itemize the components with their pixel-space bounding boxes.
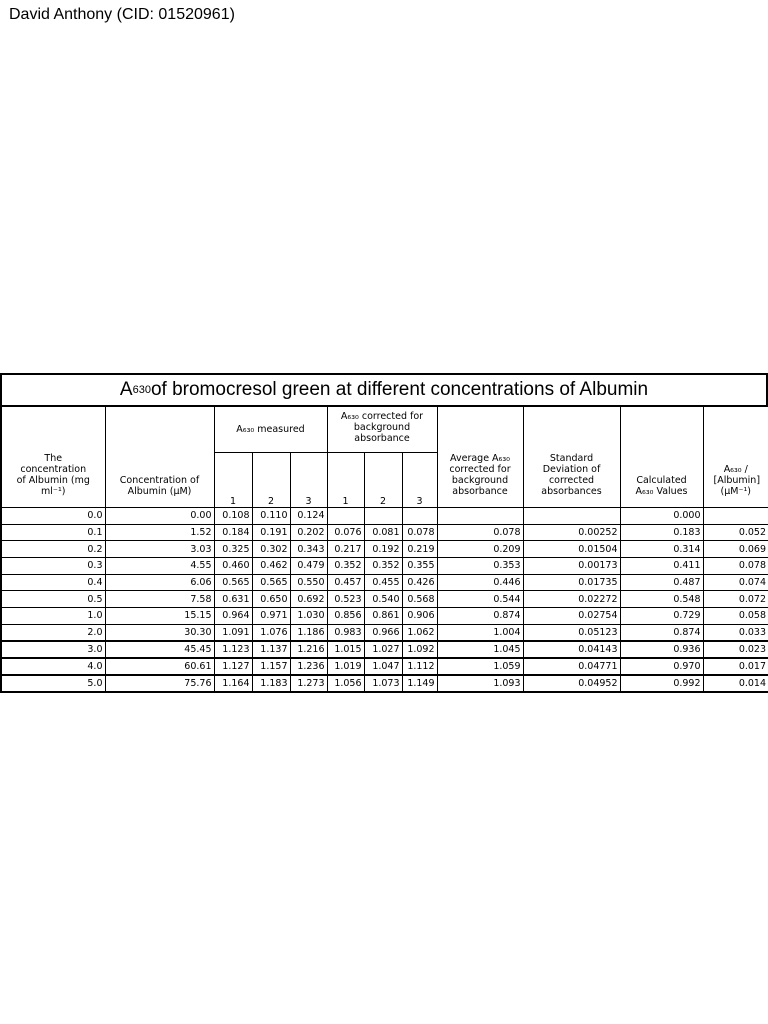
corrected-1-cell: 0.856 (327, 608, 364, 625)
stdev-cell: 0.00252 (523, 524, 620, 541)
calculated-cell: 0.874 (620, 624, 703, 641)
title-rest: of bromocresol green at different concentrations of Albumin (150, 379, 649, 400)
conc-um-cell: 75.76 (105, 675, 214, 692)
header-corrected-group: A₆₃₀ corrected for background absorbance (327, 407, 437, 453)
conc-um-cell: 1.52 (105, 524, 214, 541)
table-row (1, 574, 768, 591)
corrected-2-cell: 0.861 (364, 608, 402, 625)
measured-1-cell: 1.091 (214, 624, 252, 641)
header-stdev: Standard Deviation of corrected absorbances (523, 407, 620, 508)
title-prefix: A (119, 379, 133, 400)
calculated-cell: 0.936 (620, 641, 703, 658)
table-row (1, 508, 768, 525)
corrected-3-cell: 0.906 (402, 608, 437, 625)
corrected-3-cell: 1.062 (402, 624, 437, 641)
table-row (1, 658, 768, 675)
conc-um-cell: 3.03 (105, 541, 214, 558)
stdev-cell: 0.05123 (523, 624, 620, 641)
measured-1-cell: 1.123 (214, 641, 252, 658)
stdev-cell: 0.02754 (523, 608, 620, 625)
average-cell: 0.078 (437, 524, 523, 541)
header-average: Average A₆₃₀ corrected for background absorbance (437, 407, 523, 508)
measured-3-cell: 1.186 (290, 624, 327, 641)
measured-3-cell: 0.343 (290, 541, 327, 558)
corrected-1-cell (327, 508, 364, 525)
corrected-1-cell: 0.076 (327, 524, 364, 541)
table-body (1, 508, 768, 693)
ratio-cell (703, 508, 768, 525)
corrected-3-cell: 0.426 (402, 574, 437, 591)
measured-2-cell: 1.137 (252, 641, 290, 658)
ratio-cell: 0.078 (703, 558, 768, 575)
ratio-cell: 0.074 (703, 574, 768, 591)
average-cell: 1.059 (437, 658, 523, 675)
calculated-cell: 0.729 (620, 608, 703, 625)
average-cell: 0.544 (437, 591, 523, 608)
corrected-3-cell: 1.112 (402, 658, 437, 675)
ratio-cell: 0.023 (703, 641, 768, 658)
measured-2-cell: 1.157 (252, 658, 290, 675)
conc-um-cell: 4.55 (105, 558, 214, 575)
header-measured-rep-1: 1 (214, 453, 252, 508)
measured-1-cell: 0.565 (214, 574, 252, 591)
conc-mg-cell: 0.0 (1, 508, 105, 525)
corrected-1-cell: 0.523 (327, 591, 364, 608)
conc-mg-cell: 0.1 (1, 524, 105, 541)
measured-1-cell: 0.631 (214, 591, 252, 608)
corrected-1-cell: 0.217 (327, 541, 364, 558)
conc-mg-cell: 0.3 (1, 558, 105, 575)
corrected-2-cell: 1.047 (364, 658, 402, 675)
calculated-cell: 0.000 (620, 508, 703, 525)
conc-mg-cell: 2.0 (1, 624, 105, 641)
measured-3-cell: 0.202 (290, 524, 327, 541)
table-row (1, 591, 768, 608)
calculated-cell: 0.487 (620, 574, 703, 591)
measured-1-cell: 1.164 (214, 675, 252, 692)
author-line: David Anthony (CID: 01520961) (9, 6, 235, 23)
title-subscript: 630 (132, 384, 151, 396)
data-table (0, 406, 768, 693)
header-corrected-rep-1: 1 (327, 453, 364, 508)
table-row (1, 541, 768, 558)
conc-mg-cell: 5.0 (1, 675, 105, 692)
header-corrected-rep-3: 3 (402, 453, 437, 508)
stdev-cell: 0.02272 (523, 591, 620, 608)
measured-1-cell: 0.108 (214, 508, 252, 525)
calculated-cell: 0.970 (620, 658, 703, 675)
ratio-cell: 0.014 (703, 675, 768, 692)
corrected-1-cell: 1.056 (327, 675, 364, 692)
average-cell: 1.093 (437, 675, 523, 692)
measured-3-cell: 0.124 (290, 508, 327, 525)
conc-mg-cell: 0.5 (1, 591, 105, 608)
corrected-2-cell: 1.027 (364, 641, 402, 658)
measured-1-cell: 1.127 (214, 658, 252, 675)
measured-2-cell: 0.302 (252, 541, 290, 558)
table-row (1, 524, 768, 541)
measured-2-cell: 0.971 (252, 608, 290, 625)
corrected-3-cell: 0.078 (402, 524, 437, 541)
measured-1-cell: 0.325 (214, 541, 252, 558)
ratio-cell: 0.017 (703, 658, 768, 675)
table-row (1, 608, 768, 625)
average-cell: 0.353 (437, 558, 523, 575)
stdev-cell: 0.04952 (523, 675, 620, 692)
measured-2-cell: 0.565 (252, 574, 290, 591)
stdev-cell (523, 508, 620, 525)
conc-um-cell: 60.61 (105, 658, 214, 675)
measured-1-cell: 0.184 (214, 524, 252, 541)
corrected-2-cell: 0.540 (364, 591, 402, 608)
measured-2-cell: 1.183 (252, 675, 290, 692)
average-cell: 0.209 (437, 541, 523, 558)
table-row (1, 624, 768, 641)
corrected-3-cell (402, 508, 437, 525)
corrected-1-cell: 1.019 (327, 658, 364, 675)
measured-2-cell: 0.191 (252, 524, 290, 541)
stdev-cell: 0.01504 (523, 541, 620, 558)
corrected-2-cell: 0.966 (364, 624, 402, 641)
average-cell: 1.045 (437, 641, 523, 658)
conc-um-cell: 15.15 (105, 608, 214, 625)
measured-3-cell: 1.236 (290, 658, 327, 675)
corrected-2-cell: 0.352 (364, 558, 402, 575)
conc-mg-cell: 3.0 (1, 641, 105, 658)
table-row (1, 641, 768, 658)
ratio-cell: 0.058 (703, 608, 768, 625)
stdev-cell: 0.01735 (523, 574, 620, 591)
ratio-cell: 0.069 (703, 541, 768, 558)
average-cell: 0.446 (437, 574, 523, 591)
header-conc-um: Concentration of Albumin (µM) (105, 407, 214, 508)
calculated-cell: 0.411 (620, 558, 703, 575)
corrected-3-cell: 1.149 (402, 675, 437, 692)
measured-3-cell: 0.692 (290, 591, 327, 608)
calculated-cell: 0.183 (620, 524, 703, 541)
average-cell: 0.874 (437, 608, 523, 625)
table-row (1, 675, 768, 692)
corrected-2-cell: 0.192 (364, 541, 402, 558)
results-table-sheet (0, 373, 768, 693)
table-title (0, 373, 768, 407)
calculated-cell: 0.992 (620, 675, 703, 692)
table-row (1, 558, 768, 575)
average-cell (437, 508, 523, 525)
conc-mg-cell: 0.4 (1, 574, 105, 591)
header-measured-rep-2: 2 (252, 453, 290, 508)
measured-2-cell: 1.076 (252, 624, 290, 641)
measured-3-cell: 1.216 (290, 641, 327, 658)
measured-2-cell: 0.110 (252, 508, 290, 525)
corrected-2-cell: 1.073 (364, 675, 402, 692)
stdev-cell: 0.04143 (523, 641, 620, 658)
measured-1-cell: 0.460 (214, 558, 252, 575)
measured-1-cell: 0.964 (214, 608, 252, 625)
conc-mg-cell: 4.0 (1, 658, 105, 675)
header-ratio: A₆₃₀ / [Albumin] (µM⁻¹) (703, 407, 768, 508)
conc-um-cell: 6.06 (105, 574, 214, 591)
conc-mg-cell: 1.0 (1, 608, 105, 625)
conc-um-cell: 30.30 (105, 624, 214, 641)
measured-3-cell: 1.030 (290, 608, 327, 625)
header-calculated: Calculated A₆₃₀ Values (620, 407, 703, 508)
average-cell: 1.004 (437, 624, 523, 641)
corrected-2-cell: 0.081 (364, 524, 402, 541)
corrected-3-cell: 1.092 (402, 641, 437, 658)
calculated-cell: 0.314 (620, 541, 703, 558)
stdev-cell: 0.00173 (523, 558, 620, 575)
header-measured-rep-3: 3 (290, 453, 327, 508)
ratio-cell: 0.072 (703, 591, 768, 608)
conc-um-cell: 0.00 (105, 508, 214, 525)
header-conc-mg: The concentration of Albumin (mg ml⁻¹) (1, 407, 105, 508)
corrected-1-cell: 0.352 (327, 558, 364, 575)
measured-3-cell: 0.479 (290, 558, 327, 575)
corrected-2-cell: 0.455 (364, 574, 402, 591)
table-header (1, 407, 768, 508)
corrected-3-cell: 0.568 (402, 591, 437, 608)
conc-mg-cell: 0.2 (1, 541, 105, 558)
header-measured-group: A₆₃₀ measured (214, 407, 327, 453)
stdev-cell: 0.04771 (523, 658, 620, 675)
calculated-cell: 0.548 (620, 591, 703, 608)
conc-um-cell: 45.45 (105, 641, 214, 658)
header-corrected-rep-2: 2 (364, 453, 402, 508)
measured-3-cell: 1.273 (290, 675, 327, 692)
corrected-3-cell: 0.219 (402, 541, 437, 558)
corrected-2-cell (364, 508, 402, 525)
measured-2-cell: 0.650 (252, 591, 290, 608)
corrected-3-cell: 0.355 (402, 558, 437, 575)
ratio-cell: 0.052 (703, 524, 768, 541)
ratio-cell: 0.033 (703, 624, 768, 641)
corrected-1-cell: 0.457 (327, 574, 364, 591)
conc-um-cell: 7.58 (105, 591, 214, 608)
measured-2-cell: 0.462 (252, 558, 290, 575)
corrected-1-cell: 0.983 (327, 624, 364, 641)
measured-3-cell: 0.550 (290, 574, 327, 591)
corrected-1-cell: 1.015 (327, 641, 364, 658)
